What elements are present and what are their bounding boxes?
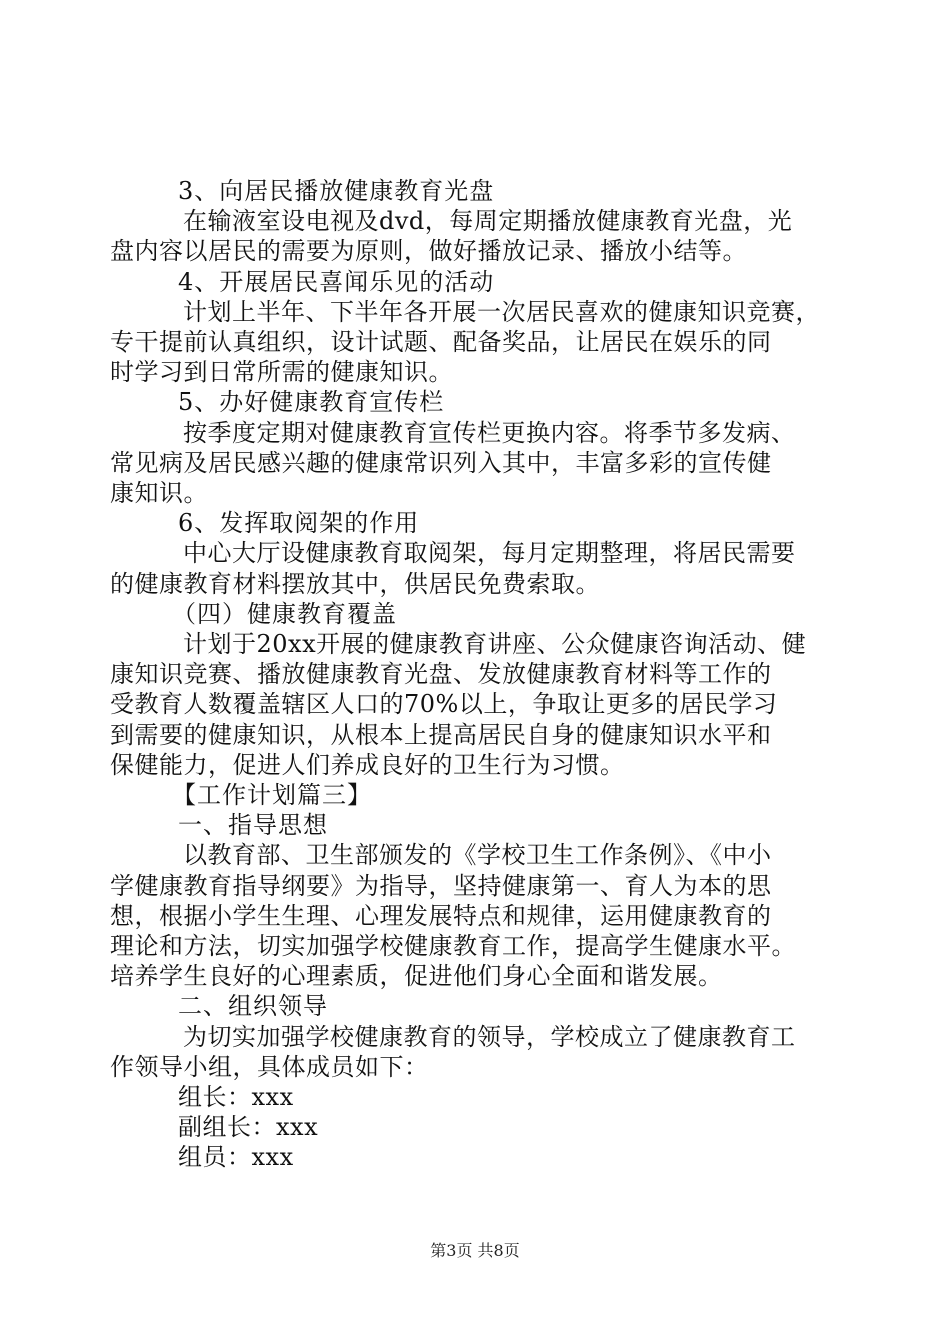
paragraph-line: 中心大厅设健康教育取阅架，每月定期整理，将居民需要: [183, 539, 796, 567]
paragraph-line: 专干提前认真组织，设计试题、配备奖品，让居民在娱乐的同: [110, 328, 772, 356]
section-heading: 二、组织领导: [178, 992, 328, 1020]
paragraph-line: 学健康教育指导纲要》为指导，坚持健康第一、育人为本的思: [110, 872, 772, 900]
paragraph-line: 康知识竞赛、播放健康教育光盘、发放健康教育材料等工作的: [110, 660, 772, 688]
member-line: 组长：xxx: [178, 1083, 294, 1111]
section-heading: 3、向居民播放健康教育光盘: [178, 177, 495, 205]
paragraph-line: 受教育人数覆盖辖区人口的70%以上，争取让更多的居民学习: [110, 690, 778, 718]
paragraph-line: 的健康教育材料摆放其中，供居民免费索取。: [110, 570, 600, 598]
paragraph-line: 盘内容以居民的需要为原则，做好播放记录、播放小结等。: [110, 237, 747, 265]
paragraph-line: 计划于20xx开展的健康教育讲座、公众健康咨询活动、健: [183, 630, 807, 658]
paragraph-line: 以教育部、卫生部颁发的《学校卫生工作条例》、《中小: [183, 841, 772, 869]
paragraph-line: 培养学生良好的心理素质，促进他们身心全面和谐发展。: [110, 962, 723, 990]
paragraph-line: 到需要的健康知识，从根本上提高居民自身的健康知识水平和: [110, 721, 772, 749]
member-line: 组员：xxx: [178, 1143, 294, 1171]
paragraph-line: 为切实加强学校健康教育的领导，学校成立了健康教育工: [183, 1023, 796, 1051]
page-footer: 第3页 共8页: [430, 1241, 520, 1260]
member-line: 副组长：xxx: [178, 1113, 319, 1141]
paragraph-line: 按季度定期对健康教育宣传栏更换内容。将季节多发病、: [183, 419, 796, 447]
paragraph-line: 理论和方法，切实加强学校健康教育工作，提高学生健康水平。: [110, 932, 796, 960]
paragraph-line: 时学习到日常所需的健康知识。: [110, 358, 453, 386]
article-title: 【工作计划篇三】: [172, 781, 372, 809]
paragraph-line: 想，根据小学生生理、心理发展特点和规律，运用健康教育的: [110, 902, 772, 930]
paragraph-line: 计划上半年、下半年各开展一次居民喜欢的健康知识竞赛，: [183, 298, 820, 326]
section-heading: （四）健康教育覆盖: [172, 600, 397, 628]
section-heading: 6、发挥取阅架的作用: [178, 509, 420, 537]
paragraph-line: 保健能力，促进人们养成良好的卫生行为习惯。: [110, 751, 625, 779]
paragraph-line: 常见病及居民感兴趣的健康常识列入其中，丰富多彩的宣传健: [110, 449, 772, 477]
section-heading: 4、开展居民喜闻乐见的活动: [178, 268, 495, 296]
paragraph-line: 作领导小组，具体成员如下：: [110, 1053, 429, 1081]
paragraph-line: 在输液室设电视及dvd，每周定期播放健康教育光盘，光: [183, 207, 793, 235]
section-heading: 一、指导思想: [178, 811, 328, 839]
paragraph-line: 康知识。: [110, 479, 208, 507]
section-heading: 5、办好健康教育宣传栏: [178, 388, 445, 416]
